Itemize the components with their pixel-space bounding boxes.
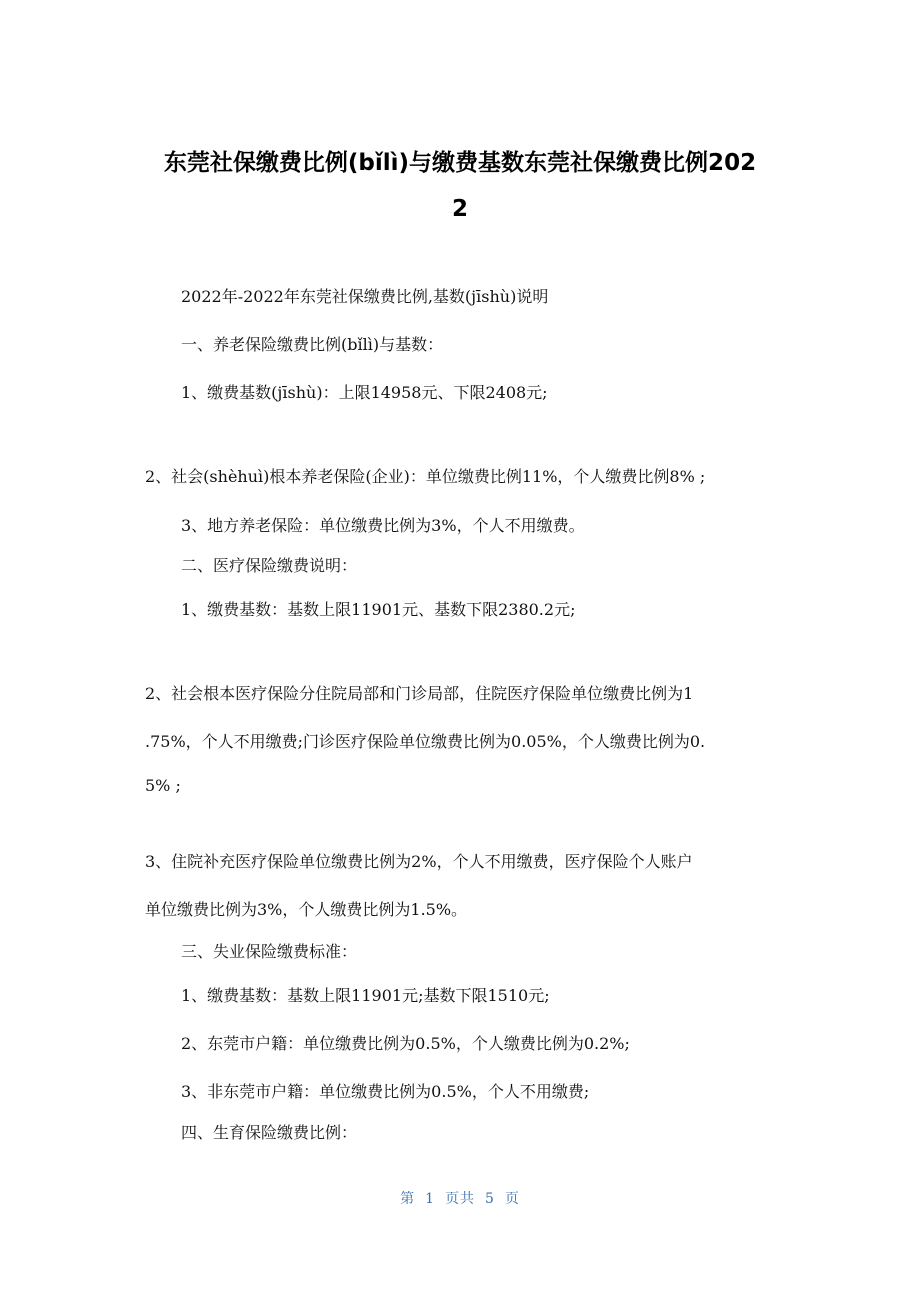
section-2-item-2-line-1: 2、社会根本医疗保险分住院局部和门诊局部，住院医疗保险单位缴费比例为1 <box>145 684 694 703</box>
title-line-2: 2 <box>451 196 468 222</box>
footer-page-number: 1 <box>425 1191 435 1207</box>
document-title <box>140 140 780 232</box>
footer-page-end: 页 <box>504 1191 520 1207</box>
section-3-heading: 三、失业保险缴费标准： <box>181 942 358 961</box>
section-3-item-3: 3、非东莞市户籍：单位缴费比例为0.5%，个人不用缴费; <box>181 1082 590 1101</box>
footer-total-pages: 5 <box>485 1191 495 1207</box>
section-2-item-2-line-3: 5% ; <box>145 776 181 795</box>
section-1-item-2: 2、社会(shèhuì)根本养老保险(企业)：单位缴费比例11%，个人缴费比例8% ; <box>145 467 706 486</box>
section-3-item-1: 1、缴费基数：基数上限11901元;基数下限1510元; <box>181 986 550 1005</box>
section-2-item-1: 1、缴费基数：基数上限11901元、基数下限2380.2元; <box>181 600 576 619</box>
page-footer <box>0 1188 920 1208</box>
section-2-item-3-line-2: 单位缴费比例为3%，个人缴费比例为1.5%。 <box>145 900 468 919</box>
footer-page-label: 第 <box>400 1191 416 1207</box>
section-2-heading: 二、医疗保险缴费说明： <box>181 556 358 575</box>
section-2-item-3-line-1: 3、住院补充医疗保险单位缴费比例为2%，个人不用缴费，医疗保险个人账户 <box>145 852 693 871</box>
section-2-item-2-line-2: .75%，个人不用缴费;门诊医疗保险单位缴费比例为0.05%，个人缴费比例为0. <box>145 732 706 751</box>
title-line-1: 东莞社保缴费比例(bǐlì)与缴费基数东莞社保缴费比例202 <box>163 150 757 176</box>
section-1-heading: 一、养老保险缴费比例(bǐlì)与基数： <box>181 335 444 354</box>
footer-page-mid: 页共 <box>445 1191 475 1207</box>
intro-heading: 2022年-2022年东莞社保缴费比例,基数(jīshù)说明 <box>181 287 549 306</box>
section-4-heading: 四、生育保险缴费比例： <box>181 1123 358 1142</box>
section-1-item-1: 1、缴费基数(jīshù)：上限14958元、下限2408元; <box>181 383 548 402</box>
section-1-item-3: 3、地方养老保险：单位缴费比例为3%，个人不用缴费。 <box>181 516 585 535</box>
section-3-item-2: 2、东莞市户籍：单位缴费比例为0.5%，个人缴费比例为0.2%; <box>181 1034 630 1053</box>
